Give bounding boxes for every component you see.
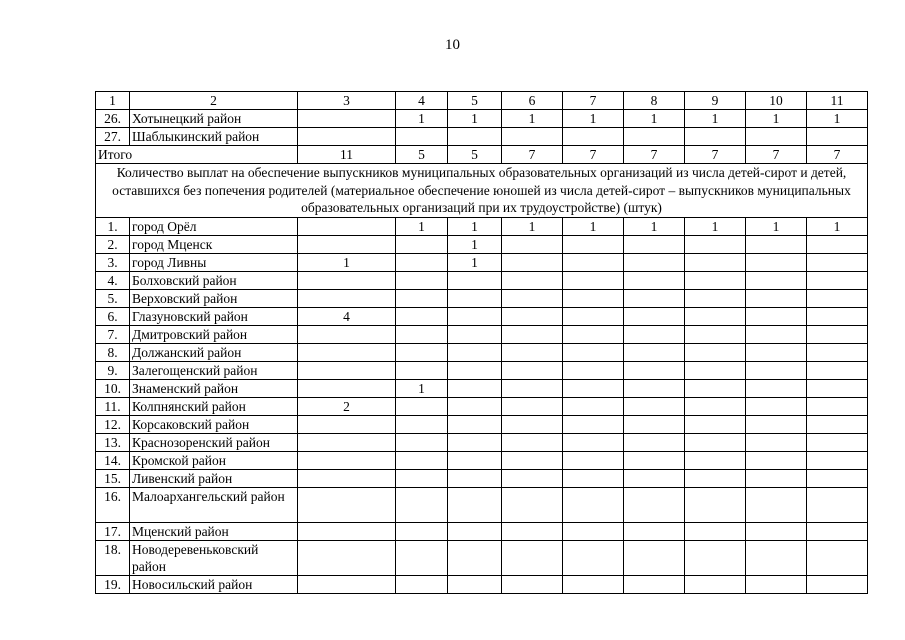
value-cell	[298, 415, 396, 433]
value-cell	[448, 575, 502, 593]
table-row	[96, 487, 868, 522]
district-name: Кромской район	[130, 451, 298, 469]
value-cell	[396, 540, 448, 575]
value-cell	[624, 325, 685, 343]
table-row	[96, 575, 868, 593]
value-cell	[807, 253, 868, 271]
value-cell	[448, 415, 502, 433]
row-number: 12.	[96, 415, 130, 433]
district-name: Дмитровский район	[130, 325, 298, 343]
table-row	[96, 271, 868, 289]
value-cell	[746, 235, 807, 253]
district-name: Мценский район	[130, 522, 298, 540]
value-cell	[448, 487, 502, 522]
value-cell	[502, 307, 563, 325]
value-cell	[298, 540, 396, 575]
row-number: 1.	[96, 217, 130, 235]
value-cell	[624, 397, 685, 415]
value-cell	[448, 289, 502, 307]
value-cell	[624, 235, 685, 253]
value-cell	[448, 433, 502, 451]
value-cell	[448, 361, 502, 379]
row-number: 8.	[96, 343, 130, 361]
district-name: Верховский район	[130, 289, 298, 307]
value-cell	[807, 325, 868, 343]
value-cell: 1	[563, 217, 624, 235]
data-table	[95, 91, 868, 594]
district-name: Глазуновский район	[130, 307, 298, 325]
value-cell: 1	[624, 217, 685, 235]
row-number: 2.	[96, 235, 130, 253]
value-cell	[298, 128, 396, 146]
table-row	[96, 128, 868, 146]
district-name: Новосильский район	[130, 575, 298, 593]
header-cell: 8	[624, 92, 685, 110]
value-cell	[807, 397, 868, 415]
value-cell	[502, 575, 563, 593]
value-cell	[563, 540, 624, 575]
value-cell	[746, 379, 807, 397]
value-cell	[563, 271, 624, 289]
value-cell	[502, 253, 563, 271]
district-name: Болховский район	[130, 271, 298, 289]
row-number: 14.	[96, 451, 130, 469]
value-cell	[807, 487, 868, 522]
district-name: Колпнянский район	[130, 397, 298, 415]
value-cell	[563, 128, 624, 146]
value-cell	[563, 415, 624, 433]
value-cell	[807, 307, 868, 325]
value-cell	[502, 379, 563, 397]
header-cell: 1	[96, 92, 130, 110]
value-cell	[502, 271, 563, 289]
value-cell	[746, 325, 807, 343]
value-cell	[396, 271, 448, 289]
value-cell	[563, 451, 624, 469]
value-cell	[298, 217, 396, 235]
section-title: Количество выплат на обеспечение выпускников муниципальных образовательных организаций из числа детей-сирот и детей, оставшихся без попечения родителей (материальное обеспечение юношей из числа детей-сирот – выпускников муниципальных образовательных организаций при их трудоустройстве) (штук)	[96, 164, 868, 218]
value-cell	[746, 361, 807, 379]
value-cell	[502, 487, 563, 522]
header-row	[96, 92, 868, 110]
value-cell: 1	[396, 217, 448, 235]
value-cell	[624, 433, 685, 451]
value-cell	[624, 522, 685, 540]
table-row	[96, 253, 868, 271]
value-cell	[298, 289, 396, 307]
value-cell	[685, 415, 746, 433]
row-number: 6.	[96, 307, 130, 325]
value-cell	[746, 540, 807, 575]
row-number: 18.	[96, 540, 130, 575]
value-cell	[502, 325, 563, 343]
district-name: Корсаковский район	[130, 415, 298, 433]
value-cell	[298, 271, 396, 289]
value-cell	[502, 235, 563, 253]
value-cell	[807, 433, 868, 451]
value-cell	[624, 487, 685, 522]
value-cell	[746, 522, 807, 540]
value-cell	[563, 433, 624, 451]
value-cell	[563, 307, 624, 325]
table-row	[96, 540, 868, 575]
value-cell	[448, 271, 502, 289]
total-value: 7	[807, 146, 868, 164]
value-cell	[396, 343, 448, 361]
value-cell	[807, 361, 868, 379]
header-cell: 10	[746, 92, 807, 110]
value-cell	[502, 433, 563, 451]
value-cell	[396, 289, 448, 307]
district-name: Новодеревеньковский район	[130, 540, 298, 575]
district-name: город Мценск	[130, 235, 298, 253]
value-cell	[448, 451, 502, 469]
value-cell: 1	[396, 379, 448, 397]
value-cell	[685, 307, 746, 325]
value-cell	[298, 325, 396, 343]
value-cell	[624, 271, 685, 289]
row-number: 11.	[96, 397, 130, 415]
total-value: 7	[624, 146, 685, 164]
row-number: 9.	[96, 361, 130, 379]
row-number: 16.	[96, 487, 130, 522]
value-cell	[807, 379, 868, 397]
value-cell	[746, 575, 807, 593]
value-cell: 1	[448, 110, 502, 128]
value-cell	[685, 343, 746, 361]
value-cell	[563, 343, 624, 361]
value-cell: 1	[746, 217, 807, 235]
value-cell	[396, 415, 448, 433]
value-cell	[448, 379, 502, 397]
district-name: Малоархангельский район	[130, 487, 298, 522]
value-cell	[448, 343, 502, 361]
value-cell	[685, 522, 746, 540]
header-cell: 9	[685, 92, 746, 110]
table-row	[96, 397, 868, 415]
header-cell: 3	[298, 92, 396, 110]
value-cell	[563, 575, 624, 593]
value-cell	[396, 433, 448, 451]
value-cell	[685, 469, 746, 487]
value-cell: 1	[807, 217, 868, 235]
value-cell	[685, 433, 746, 451]
value-cell	[563, 325, 624, 343]
table-row	[96, 217, 868, 235]
row-number: 5.	[96, 289, 130, 307]
value-cell	[624, 575, 685, 593]
value-cell: 4	[298, 307, 396, 325]
value-cell	[298, 343, 396, 361]
value-cell	[807, 469, 868, 487]
value-cell: 1	[396, 110, 448, 128]
value-cell	[298, 522, 396, 540]
value-cell	[685, 325, 746, 343]
value-cell	[298, 379, 396, 397]
value-cell	[298, 235, 396, 253]
value-cell	[298, 361, 396, 379]
value-cell	[448, 307, 502, 325]
value-cell	[298, 487, 396, 522]
value-cell	[502, 540, 563, 575]
table-row	[96, 415, 868, 433]
value-cell	[685, 289, 746, 307]
value-cell: 2	[298, 397, 396, 415]
table-row	[96, 307, 868, 325]
total-value: 5	[448, 146, 502, 164]
value-cell	[563, 253, 624, 271]
value-cell	[448, 325, 502, 343]
value-cell	[746, 397, 807, 415]
value-cell	[563, 522, 624, 540]
value-cell	[624, 361, 685, 379]
value-cell	[396, 253, 448, 271]
value-cell	[746, 128, 807, 146]
value-cell	[502, 451, 563, 469]
row-number: 15.	[96, 469, 130, 487]
value-cell	[396, 361, 448, 379]
value-cell	[563, 379, 624, 397]
value-cell	[624, 469, 685, 487]
district-name: город Орёл	[130, 217, 298, 235]
value-cell	[298, 575, 396, 593]
district-name: Должанский район	[130, 343, 298, 361]
value-cell: 1	[807, 110, 868, 128]
district-name: Залегощенский район	[130, 361, 298, 379]
section-row	[96, 164, 868, 218]
value-cell	[807, 235, 868, 253]
value-cell	[502, 522, 563, 540]
table-row	[96, 325, 868, 343]
value-cell	[807, 271, 868, 289]
value-cell	[563, 487, 624, 522]
value-cell	[746, 469, 807, 487]
value-cell	[396, 451, 448, 469]
value-cell	[298, 110, 396, 128]
value-cell	[448, 540, 502, 575]
value-cell	[502, 415, 563, 433]
table-row	[96, 433, 868, 451]
total-value: 7	[563, 146, 624, 164]
row-number: 4.	[96, 271, 130, 289]
row-number: 19.	[96, 575, 130, 593]
value-cell	[624, 289, 685, 307]
value-cell	[448, 397, 502, 415]
total-value: 7	[502, 146, 563, 164]
header-cell: 5	[448, 92, 502, 110]
value-cell: 1	[685, 110, 746, 128]
row-number: 13.	[96, 433, 130, 451]
value-cell	[746, 253, 807, 271]
value-cell: 1	[298, 253, 396, 271]
value-cell	[448, 469, 502, 487]
value-cell	[746, 415, 807, 433]
value-cell	[685, 487, 746, 522]
value-cell	[624, 307, 685, 325]
value-cell	[746, 343, 807, 361]
total-label: Итого	[96, 146, 298, 164]
total-value: 7	[746, 146, 807, 164]
value-cell	[746, 451, 807, 469]
value-cell: 1	[624, 110, 685, 128]
value-cell	[807, 343, 868, 361]
row-number: 7.	[96, 325, 130, 343]
row-number: 26.	[96, 110, 130, 128]
value-cell	[685, 379, 746, 397]
total-value: 7	[685, 146, 746, 164]
value-cell	[563, 289, 624, 307]
value-cell	[685, 451, 746, 469]
value-cell	[298, 451, 396, 469]
table-row	[96, 235, 868, 253]
total-value: 11	[298, 146, 396, 164]
header-cell: 7	[563, 92, 624, 110]
value-cell	[563, 469, 624, 487]
value-cell	[685, 235, 746, 253]
header-cell: 11	[807, 92, 868, 110]
value-cell	[396, 235, 448, 253]
value-cell	[396, 575, 448, 593]
value-cell	[685, 253, 746, 271]
header-cell: 2	[130, 92, 298, 110]
row-number: 17.	[96, 522, 130, 540]
value-cell	[448, 522, 502, 540]
value-cell	[807, 575, 868, 593]
value-cell	[624, 343, 685, 361]
value-cell	[624, 540, 685, 575]
value-cell	[624, 379, 685, 397]
value-cell: 1	[563, 110, 624, 128]
value-cell: 1	[685, 217, 746, 235]
value-cell	[298, 469, 396, 487]
table-row	[96, 343, 868, 361]
row-number: 3.	[96, 253, 130, 271]
row-number: 27.	[96, 128, 130, 146]
value-cell	[685, 128, 746, 146]
district-name: город Ливны	[130, 253, 298, 271]
value-cell	[685, 271, 746, 289]
value-cell: 1	[502, 217, 563, 235]
value-cell	[396, 487, 448, 522]
value-cell	[685, 540, 746, 575]
value-cell	[807, 451, 868, 469]
total-value: 5	[396, 146, 448, 164]
district-name: Хотынецкий район	[130, 110, 298, 128]
table-body	[96, 92, 868, 594]
value-cell: 1	[448, 217, 502, 235]
district-name: Знаменский район	[130, 379, 298, 397]
value-cell	[624, 128, 685, 146]
value-cell	[298, 433, 396, 451]
value-cell	[746, 271, 807, 289]
value-cell	[746, 433, 807, 451]
value-cell	[502, 289, 563, 307]
table-row	[96, 289, 868, 307]
table-row	[96, 110, 868, 128]
value-cell	[746, 289, 807, 307]
value-cell	[396, 522, 448, 540]
value-cell: 1	[746, 110, 807, 128]
value-cell	[685, 575, 746, 593]
value-cell	[448, 128, 502, 146]
table-row	[96, 451, 868, 469]
table-row	[96, 361, 868, 379]
value-cell	[396, 469, 448, 487]
value-cell	[807, 289, 868, 307]
value-cell	[807, 128, 868, 146]
value-cell	[396, 397, 448, 415]
value-cell	[563, 397, 624, 415]
value-cell	[563, 235, 624, 253]
table-row	[96, 379, 868, 397]
value-cell	[807, 522, 868, 540]
header-cell: 6	[502, 92, 563, 110]
value-cell	[807, 540, 868, 575]
header-cell: 4	[396, 92, 448, 110]
value-cell	[502, 128, 563, 146]
table-row	[96, 469, 868, 487]
page-number: 10	[445, 37, 460, 53]
value-cell	[502, 361, 563, 379]
value-cell	[807, 415, 868, 433]
district-name: Шаблыкинский район	[130, 128, 298, 146]
value-cell: 1	[448, 235, 502, 253]
value-cell	[685, 361, 746, 379]
value-cell	[396, 307, 448, 325]
value-cell	[624, 253, 685, 271]
total-row	[96, 146, 868, 164]
value-cell	[502, 343, 563, 361]
district-name: Краснозоренский район	[130, 433, 298, 451]
row-number: 10.	[96, 379, 130, 397]
value-cell	[563, 361, 624, 379]
value-cell	[746, 307, 807, 325]
value-cell	[502, 397, 563, 415]
district-name: Ливенский район	[130, 469, 298, 487]
value-cell	[502, 469, 563, 487]
value-cell	[746, 487, 807, 522]
value-cell: 1	[502, 110, 563, 128]
value-cell	[396, 325, 448, 343]
value-cell	[624, 415, 685, 433]
value-cell	[624, 451, 685, 469]
value-cell: 1	[448, 253, 502, 271]
table-row	[96, 522, 868, 540]
value-cell	[396, 128, 448, 146]
value-cell	[685, 397, 746, 415]
